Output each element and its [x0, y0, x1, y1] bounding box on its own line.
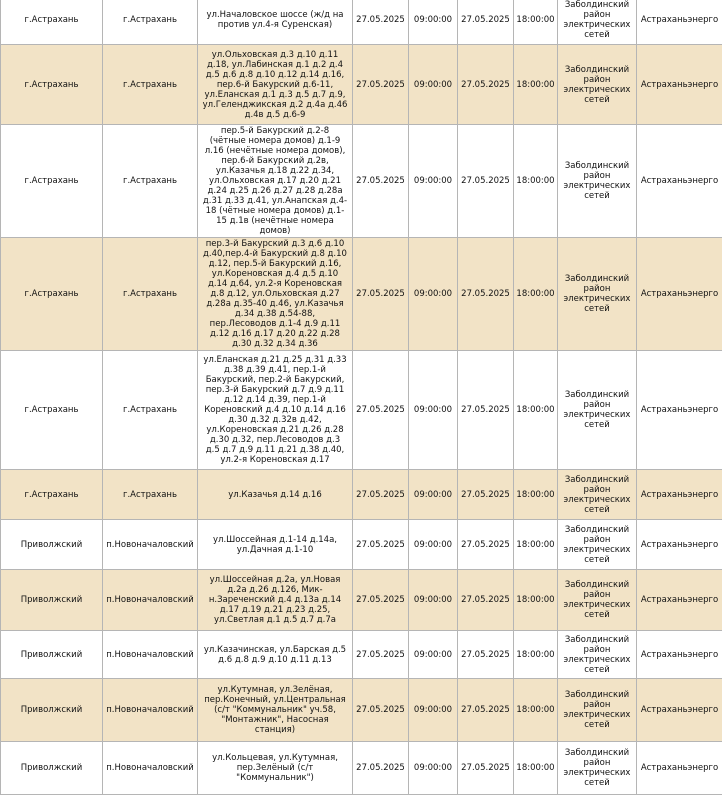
- end-date-cell: 27.05.2025: [458, 45, 514, 125]
- streets-cell: ул.Кутумная, ул.Зелёная, пер.Конечный, ул.Центральная (с/т "Коммунальник" уч.58, "Монтажник", Насосная станция): [198, 679, 353, 742]
- end-time-cell: 18:00:00: [514, 0, 558, 45]
- start-date-cell: 27.05.2025: [353, 238, 409, 351]
- network-district-cell: Заболдинский район электрических сетей: [558, 520, 637, 570]
- company-cell: Астраханьэнерго: [637, 125, 722, 238]
- end-time-cell: 18:00:00: [514, 742, 558, 795]
- district-cell: Приволжский: [1, 520, 103, 570]
- start-time-cell: 09:00:00: [409, 742, 458, 795]
- end-date-cell: 27.05.2025: [458, 631, 514, 679]
- network-district-cell: Заболдинский район электрических сетей: [558, 742, 637, 795]
- network-district-cell: Заболдинский район электрических сетей: [558, 238, 637, 351]
- district-cell: Приволжский: [1, 742, 103, 795]
- streets-cell: ул.Казачинская, ул.Барская д.5 д.6 д.8 д.9 д.10 д.11 д.13: [198, 631, 353, 679]
- streets-cell: ул.Казачья д.14 д.16: [198, 470, 353, 520]
- company-cell: Астраханьэнерго: [637, 470, 722, 520]
- start-time-cell: 09:00:00: [409, 520, 458, 570]
- district-cell: Приволжский: [1, 570, 103, 631]
- table-row: [1, 679, 722, 742]
- start-time-cell: 09:00:00: [409, 679, 458, 742]
- streets-cell: ул.Шоссейная д.1-14 д.14а, ул.Дачная д.1-10: [198, 520, 353, 570]
- start-date-cell: 27.05.2025: [353, 45, 409, 125]
- start-time-cell: 09:00:00: [409, 238, 458, 351]
- locality-cell: п.Новоначаловский: [103, 679, 198, 742]
- streets-cell: пер.3-й Бакурский д.3 д.6 д.10 д.40,пер.4-й Бакурский д.8 д.10 д.12, пер.5-й Бакурский д.16, ул.Кореновская д.4 д.5 д.10 д.14 д.64, ул.2-я Кореновская д.8 д.12, ул.Ольховская д.27 д.28а д.35-40 д.46, ул.Казачья д.34 д.38 д.54-88, пер.Лесоводов д.1-4 д.9 д.11 д.12 д.16 д.17 д.20 д.22 д.28 д.30 д.32 д.34 д.36: [198, 238, 353, 351]
- district-cell: г.Астрахань: [1, 238, 103, 351]
- start-time-cell: 09:00:00: [409, 45, 458, 125]
- district-cell: г.Астрахань: [1, 45, 103, 125]
- table-row: [1, 351, 722, 470]
- company-cell: Астраханьэнерго: [637, 45, 722, 125]
- table-row: [1, 742, 722, 795]
- start-date-cell: 27.05.2025: [353, 520, 409, 570]
- company-cell: Астраханьэнерго: [637, 0, 722, 45]
- district-cell: г.Астрахань: [1, 0, 103, 45]
- end-date-cell: 27.05.2025: [458, 351, 514, 470]
- network-district-cell: Заболдинский район электрических сетей: [558, 125, 637, 238]
- end-time-cell: 18:00:00: [514, 520, 558, 570]
- start-date-cell: 27.05.2025: [353, 679, 409, 742]
- start-date-cell: 27.05.2025: [353, 570, 409, 631]
- table-row: [1, 238, 722, 351]
- start-time-cell: 09:00:00: [409, 470, 458, 520]
- district-cell: Приволжский: [1, 631, 103, 679]
- locality-cell: г.Астрахань: [103, 0, 198, 45]
- end-time-cell: 18:00:00: [514, 125, 558, 238]
- start-date-cell: 27.05.2025: [353, 0, 409, 45]
- table-row: [1, 45, 722, 125]
- end-date-cell: 27.05.2025: [458, 520, 514, 570]
- network-district-cell: Заболдинский район электрических сетей: [558, 470, 637, 520]
- table-row: [1, 470, 722, 520]
- company-cell: Астраханьэнерго: [637, 520, 722, 570]
- company-cell: Астраханьэнерго: [637, 570, 722, 631]
- end-time-cell: 18:00:00: [514, 570, 558, 631]
- end-date-cell: 27.05.2025: [458, 0, 514, 45]
- network-district-cell: Заболдинский район электрических сетей: [558, 45, 637, 125]
- start-time-cell: 09:00:00: [409, 351, 458, 470]
- streets-cell: ул.Кольцевая, ул.Кутумная, пер.Зелёный (с/т "Коммунальник"): [198, 742, 353, 795]
- locality-cell: г.Астрахань: [103, 470, 198, 520]
- table-row: [1, 631, 722, 679]
- network-district-cell: Заболдинский район электрических сетей: [558, 679, 637, 742]
- district-cell: г.Астрахань: [1, 470, 103, 520]
- network-district-cell: Заболдинский район электрических сетей: [558, 570, 637, 631]
- network-district-cell: Заболдинский район электрических сетей: [558, 0, 637, 45]
- district-cell: Приволжский: [1, 679, 103, 742]
- locality-cell: п.Новоначаловский: [103, 631, 198, 679]
- company-cell: Астраханьэнерго: [637, 631, 722, 679]
- table-row: [1, 520, 722, 570]
- streets-cell: ул.Началовское шоссе (ж/д на против ул.4-я Суренская): [198, 0, 353, 45]
- end-date-cell: 27.05.2025: [458, 679, 514, 742]
- start-time-cell: 09:00:00: [409, 570, 458, 631]
- end-date-cell: 27.05.2025: [458, 238, 514, 351]
- network-district-cell: Заболдинский район электрических сетей: [558, 631, 637, 679]
- streets-cell: ул.Шоссейная д.2а, ул.Новая д.2а д.26 д.126, Мик-н.Зареченский д.4 д.13а д.14 д.17 д.19 д.21 д.23 д.25, ул.Светлая д.1 д.5 д.7 д.7а: [198, 570, 353, 631]
- end-time-cell: 18:00:00: [514, 351, 558, 470]
- locality-cell: г.Астрахань: [103, 238, 198, 351]
- table-row: [1, 125, 722, 238]
- streets-cell: пер.5-й Бакурский д.2-8 (чётные номера домов) д.1-9 л.16 (нечётные номера домов), пер.6-й Бакурский д.2в, ул.Казачья д.18 д.22 д.34, ул.Ольховская д.17 д.20 д.21 д.24 д.25 д.26 д.27 д.28 д.28а д.31 д.33 д.41, ул.Анапская д.4-18 (чётные номера домов) д.1-15 д.1в (нечётные номера домов): [198, 125, 353, 238]
- start-date-cell: 27.05.2025: [353, 742, 409, 795]
- end-time-cell: 18:00:00: [514, 238, 558, 351]
- locality-cell: п.Новоначаловский: [103, 570, 198, 631]
- locality-cell: п.Новоначаловский: [103, 742, 198, 795]
- table-row: [1, 0, 722, 45]
- table-row: [1, 570, 722, 631]
- end-time-cell: 18:00:00: [514, 45, 558, 125]
- start-time-cell: 09:00:00: [409, 631, 458, 679]
- end-date-cell: 27.05.2025: [458, 125, 514, 238]
- company-cell: Астраханьэнерго: [637, 351, 722, 470]
- streets-cell: ул.Еланская д.21 д.25 д.31 д.33 д.38 д.39 д.41, пер.1-й Бакурский, пер.2-й Бакурский, пер.3-й Бакурский д.7 д.9 д.11 д.12 д.14 д.39, пер.1-й Кореновский д.4 д.10 д.14 д.16 д.30 д.32 д.32в д.42, ул.Кореновская д.21 д.26 д.28 д.30 д.32, пер.Лесоводов д.3 д.5 д.7 д.9 д.11 д.21 д.38 д.40, ул.2-я Кореновская д.17: [198, 351, 353, 470]
- start-time-cell: 09:00:00: [409, 0, 458, 45]
- locality-cell: г.Астрахань: [103, 351, 198, 470]
- end-time-cell: 18:00:00: [514, 631, 558, 679]
- locality-cell: г.Астрахань: [103, 125, 198, 238]
- end-time-cell: 18:00:00: [514, 470, 558, 520]
- start-date-cell: 27.05.2025: [353, 470, 409, 520]
- district-cell: г.Астрахань: [1, 351, 103, 470]
- start-date-cell: 27.05.2025: [353, 351, 409, 470]
- locality-cell: г.Астрахань: [103, 45, 198, 125]
- end-date-cell: 27.05.2025: [458, 742, 514, 795]
- end-date-cell: 27.05.2025: [458, 570, 514, 631]
- streets-cell: ул.Ольховская д.3 д.10 д.11 д.18, ул.Лабинская д.1 д.2 д.4 д.5 д.6 д.8 д.10 д.12 д.14 д.16, пер.6-й Бакурский д.6-11, ул.Еланская д.1 д.3 д.5 д.7 д.9, ул.Геленджикская д.2 д.4а д.46 д.4в д.5 д.6-9: [198, 45, 353, 125]
- locality-cell: п.Новоначаловский: [103, 520, 198, 570]
- network-district-cell: Заболдинский район электрических сетей: [558, 351, 637, 470]
- company-cell: Астраханьэнерго: [637, 679, 722, 742]
- end-date-cell: 27.05.2025: [458, 470, 514, 520]
- start-date-cell: 27.05.2025: [353, 631, 409, 679]
- company-cell: Астраханьэнерго: [637, 238, 722, 351]
- start-date-cell: 27.05.2025: [353, 125, 409, 238]
- company-cell: Астраханьэнерго: [637, 742, 722, 795]
- start-time-cell: 09:00:00: [409, 125, 458, 238]
- district-cell: г.Астрахань: [1, 125, 103, 238]
- end-time-cell: 18:00:00: [514, 679, 558, 742]
